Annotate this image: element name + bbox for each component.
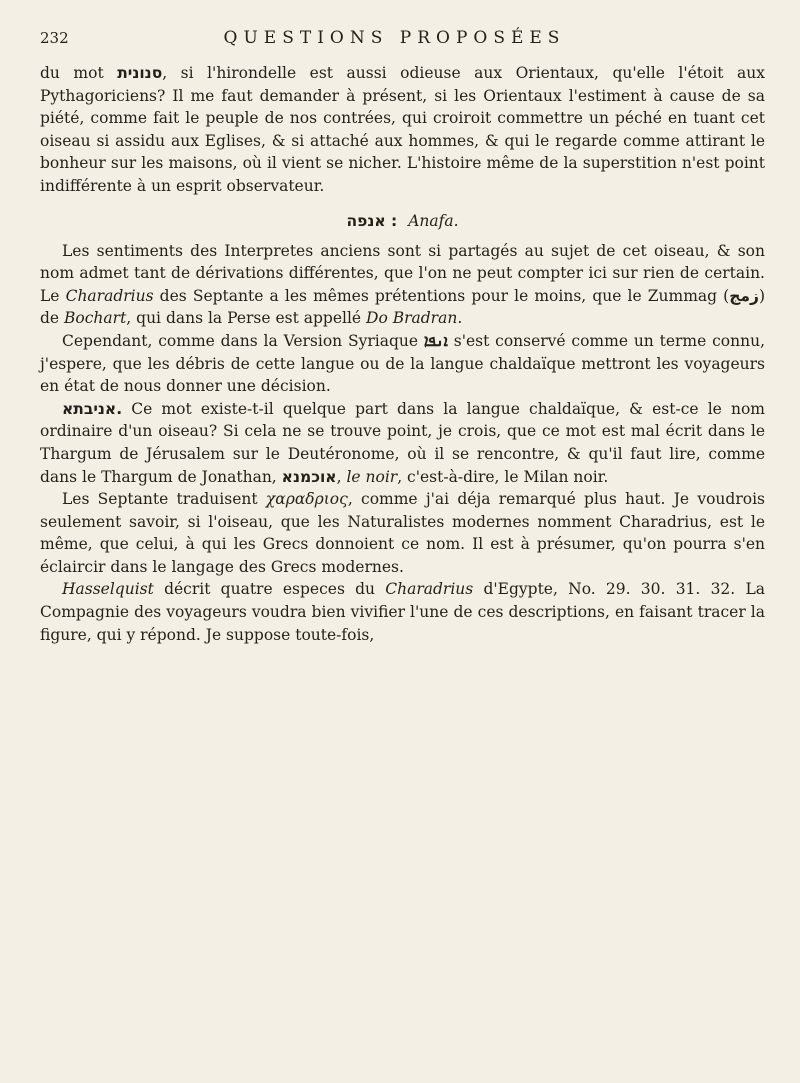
paragraph-1: du mot סנונית, si l'hirondelle est aussi odieuse aux Orientaux, qu'elle l'étoit aux Pythagoriciens? Il me faut demander à présent, si les Orientaux l'estiment à cause de sa piété, comme fait le peuple de nos contrées, qui croiroit commettre un péché en tuant cet oiseau si assidu aux Eglises, & si attaché aux hommes, & qui le regarde comme attirant le bonheur sur les maisons, où il vient se nicher. L'histoire même de la superstition n'est point indifférente à un esprit observateur. bbox=[40, 64, 765, 195]
hebrew-word: אוכמנא bbox=[281, 467, 337, 486]
paragraph-3: Cependant, comme dans la Version Syriaque ܐܢܦܐ s'est conservé comme un terme connu, j'espere, que les débris de cette langue ou de la langue chaldaïque mettront les voyageurs en état de nous donner une décision. bbox=[40, 331, 765, 396]
page-header bbox=[40, 28, 765, 62]
page-number: 232 bbox=[40, 29, 69, 47]
heading-transliteration: Anafa. bbox=[408, 211, 459, 230]
paragraph-2: Les sentiments des Interpretes anciens sont si partagés au sujet de cet oiseau, & son nom admet tant de dérivations différentes, que l'on ne peut compter ici sur rien de certain. Le Charadrius des Septante a les mêmes prétentions pour le moins, que le Zummag (زمج) de Bochart, qui dans la Perse est appellé Do Bradran. bbox=[40, 241, 765, 328]
paragraph-6: Hasselquist décrit quatre especes du Charadrius d'Egypte, No. 29. 30. 31. 32. La Compagnie des voyageurs voudra bien vivifier l'une de ces descriptions, en faisant tracer la figure, qui y répond. Je suppose toute-fois, bbox=[40, 580, 765, 644]
hebrew-word: אניבתא. bbox=[62, 399, 123, 418]
heading-hebrew: אנפה : bbox=[346, 211, 398, 230]
paragraph-4: אניבתא. Ce mot existe-t-il quelque part dans la langue chaldaïque, & est-ce le nom ordinaire d'un oiseau? Si cela ne se trouve point, je crois, que ce mot est mal écrit dans le Thargum de Jérusalem sur le Deutéronome, où il se rencontre, & qu'il faut lire, comme dans le Thargum de Jonathan, אוכמנא, le noir, c'est-à-dire, le Milan noir. bbox=[40, 399, 765, 486]
arabic-word: زمج bbox=[729, 286, 759, 305]
running-title: QUESTIONS PROPOSÉES bbox=[223, 28, 566, 48]
hebrew-word: סנונית bbox=[117, 64, 163, 82]
greek-word: χαραδριος bbox=[265, 490, 348, 509]
document-page bbox=[40, 28, 765, 646]
paragraph-5: Les Septante traduisent χαραδριος, comme j'ai déja remarqué plus haut. Je voudrois seulement savoir, si l'oiseau, que les Naturalistes modernes nomment Charadrius, est le même, que celui, à qui les Grecs donnoient ce nom. Il est à présumer, qu'on pourra s'en éclaircir dans le langage des Grecs modernes. bbox=[40, 490, 765, 576]
syriac-word: ܐܢܦܐ bbox=[423, 331, 448, 350]
section-heading bbox=[40, 212, 765, 230]
